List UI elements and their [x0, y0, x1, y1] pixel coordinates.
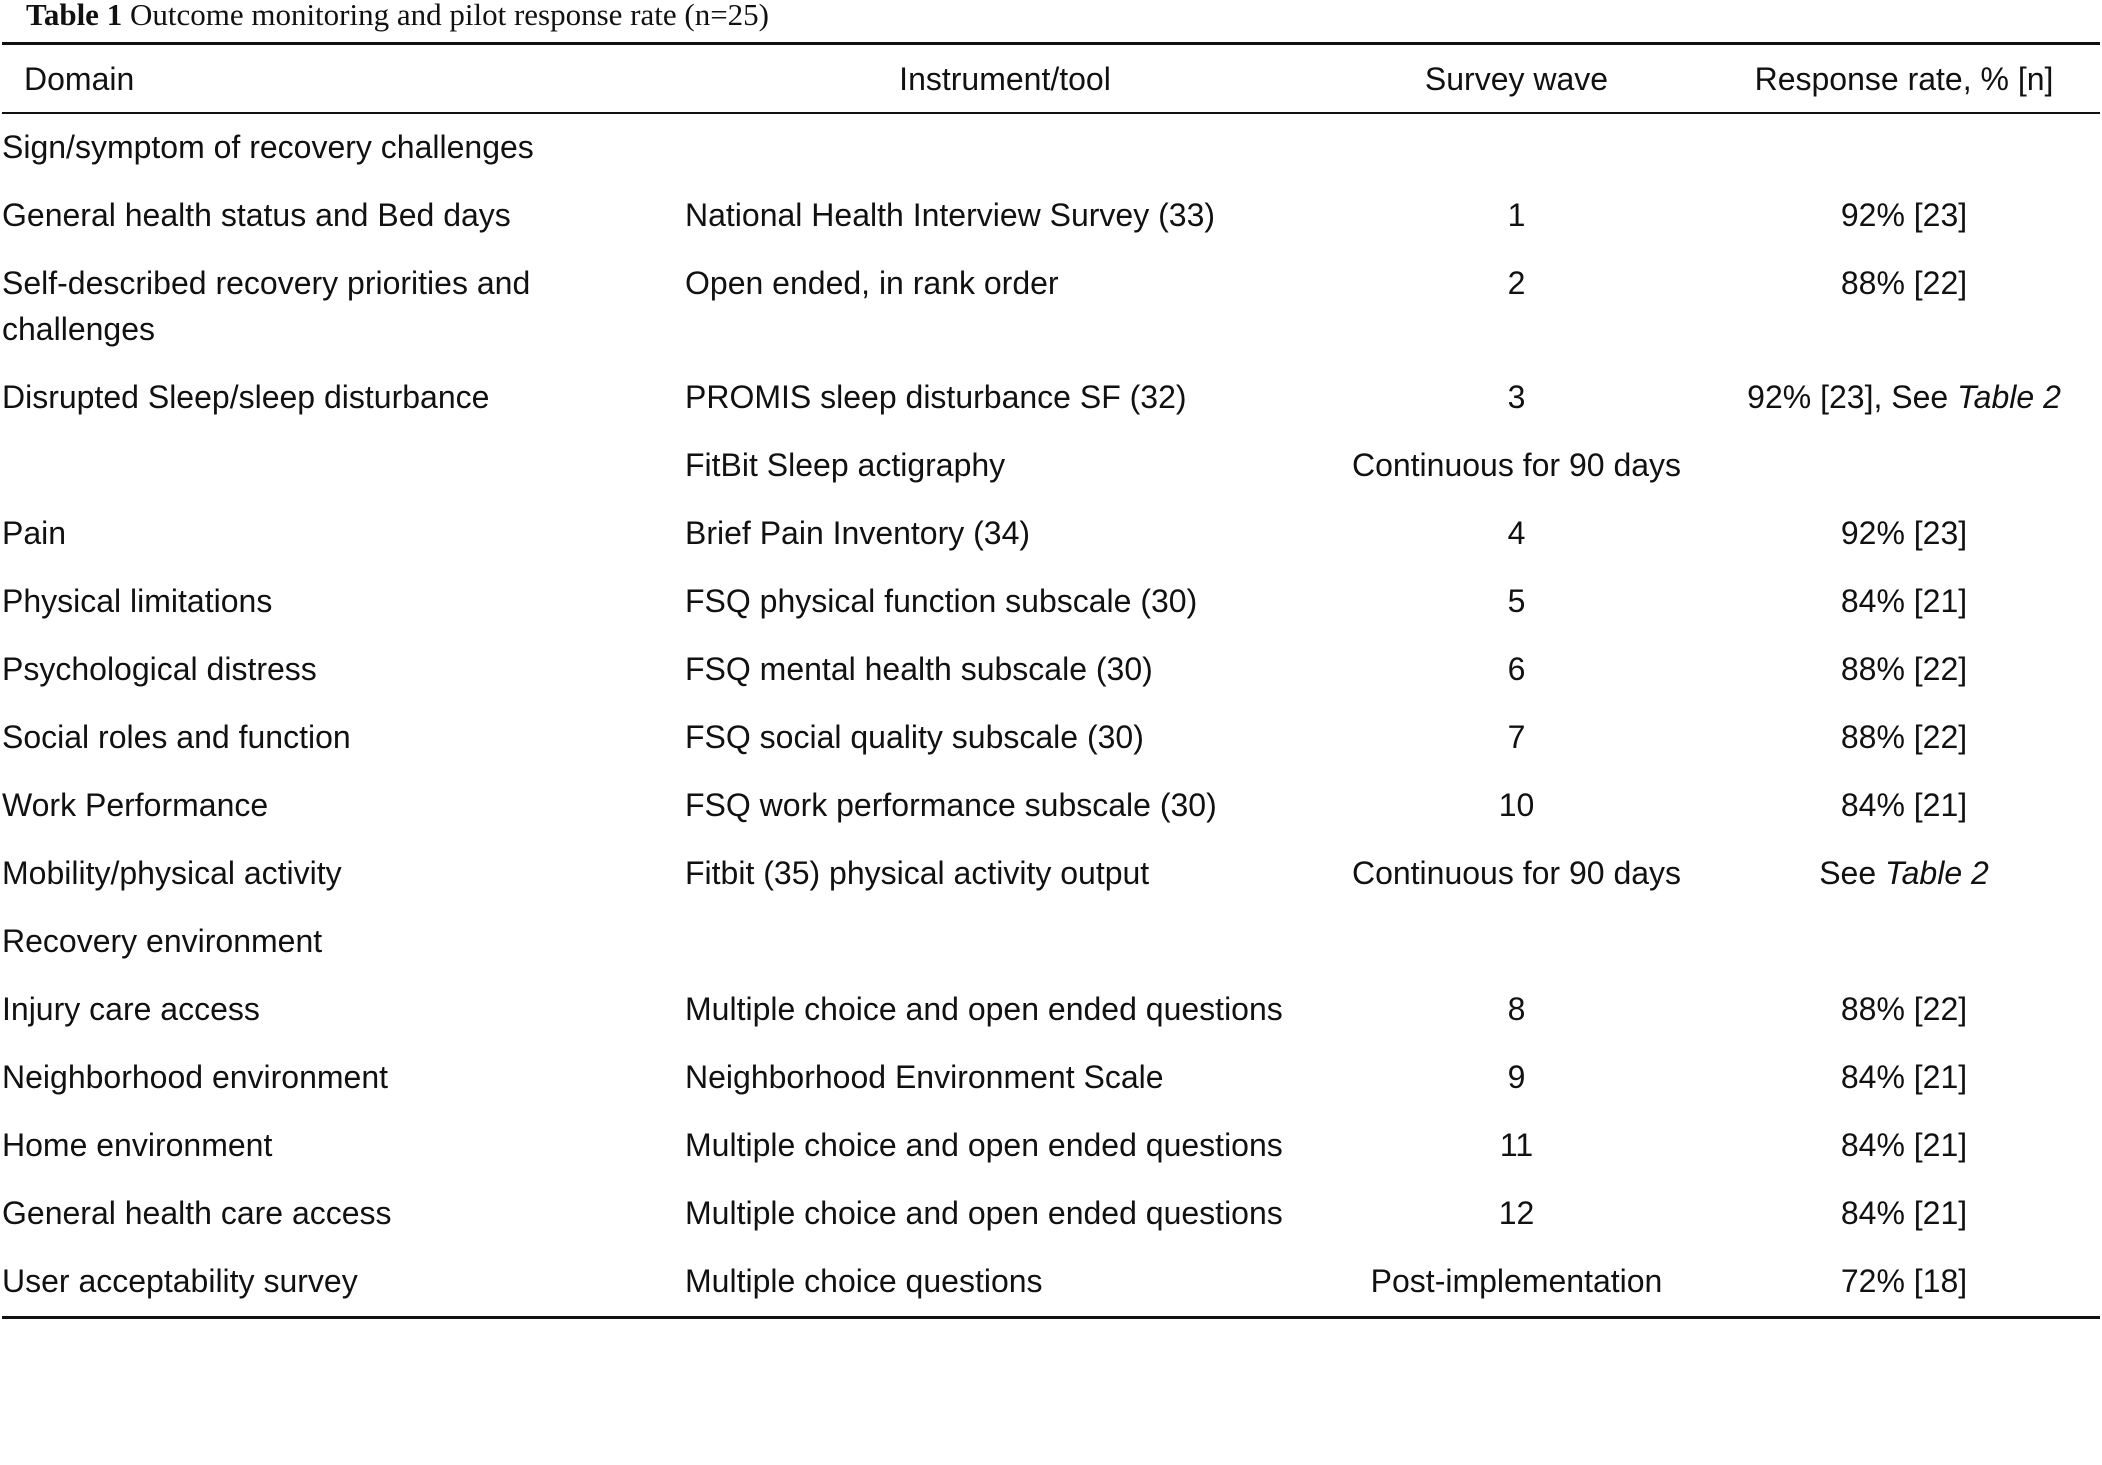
instrument-cell: PROMIS sleep disturbance SF (32) — [685, 379, 1187, 415]
survey-wave-cell: 4 — [1507, 515, 1526, 551]
instrument-cell: FitBit Sleep actigraphy — [685, 447, 1006, 483]
table-caption-text: Outcome monitoring and pilot response rate (n=25) — [129, 0, 770, 32]
table-row — [2, 500, 2100, 568]
response-rate-cell — [1708, 250, 2100, 364]
table-reference: Table 2 — [1957, 379, 2061, 415]
response-rate-cell — [1708, 772, 2100, 840]
response-rate-value: 72% [18] — [1840, 1263, 1968, 1299]
table-row — [2, 1112, 2100, 1180]
response-rate-cell — [1708, 636, 2100, 704]
table-body — [2, 113, 2100, 1318]
instrument-cell: Brief Pain Inventory (34) — [685, 515, 1031, 551]
domain-cell: Injury care access — [2, 991, 260, 1027]
response-rate-cell — [1708, 1044, 2100, 1112]
survey-wave-cell: 3 — [1507, 379, 1526, 415]
domain-cell: Pain — [2, 515, 67, 551]
instrument-cell: Multiple choice and open ended questions — [685, 1127, 1283, 1163]
table-row — [2, 1248, 2100, 1318]
instrument-cell: FSQ work performance subscale (30) — [685, 787, 1217, 823]
response-rate-value: 84% [21] — [1840, 787, 1968, 823]
instrument-cell: Open ended, in rank order — [685, 265, 1059, 301]
survey-wave-cell: 11 — [1499, 1127, 1534, 1163]
response-rate-value: 84% [21] — [1840, 1195, 1968, 1231]
response-rate-cell — [1708, 976, 2100, 1044]
instrument-cell: FSQ physical function subscale (30) — [685, 583, 1198, 619]
table-header — [2, 44, 2100, 114]
domain-cell: Mobility/physical activity — [2, 855, 342, 891]
response-rate-cell — [1708, 568, 2100, 636]
response-rate-value: 88% [22] — [1840, 265, 1968, 301]
domain-cell — [2, 432, 685, 500]
response-rate-cell — [1708, 432, 2100, 500]
response-rate-value: 84% [21] — [1840, 583, 1968, 619]
survey-wave-cell: 6 — [1507, 651, 1526, 687]
domain-cell: Physical limitations — [2, 583, 273, 619]
header-domain: Domain — [2, 44, 685, 114]
domain-cell: Work Performance — [2, 787, 269, 823]
header-instrument: Instrument/tool — [685, 44, 1325, 114]
instrument-cell: National Health Interview Survey (33) — [685, 197, 1216, 233]
table-row — [2, 704, 2100, 772]
section-label: Sign/symptom of recovery challenges — [2, 129, 534, 165]
instrument-cell: Neighborhood Environment Scale — [685, 1059, 1164, 1095]
section-label: Recovery environment — [2, 923, 323, 959]
table-row — [2, 364, 2100, 432]
domain-cell: Psychological distress — [2, 651, 317, 687]
domain-cell: Home environment — [2, 1127, 273, 1163]
table-row — [2, 976, 2100, 1044]
response-rate-cell — [1708, 364, 2100, 432]
domain-cell: User acceptability survey — [2, 1248, 685, 1318]
domain-cell: Social roles and function — [2, 719, 351, 755]
response-rate-value: 92% [23], See — [1747, 379, 1958, 415]
survey-wave-cell: 5 — [1507, 583, 1526, 619]
header-survey-wave: Survey wave — [1325, 44, 1708, 114]
outcome-table — [2, 42, 2100, 1319]
table-row — [2, 840, 2100, 908]
survey-wave-cell: 9 — [1507, 1059, 1526, 1095]
response-rate-value: 92% [23] — [1840, 197, 1968, 233]
response-rate-cell — [1708, 840, 2100, 908]
table-caption — [26, 0, 769, 32]
header-row — [2, 44, 2100, 114]
section-row — [2, 113, 2100, 182]
table-row — [2, 1044, 2100, 1112]
survey-wave-cell: 8 — [1507, 991, 1526, 1027]
survey-wave-cell: 10 — [1498, 787, 1535, 823]
response-rate-cell — [1708, 182, 2100, 250]
domain-cell: General health care access — [2, 1195, 392, 1231]
response-rate-value: See — [1819, 855, 1886, 891]
table-row — [2, 636, 2100, 704]
table-row — [2, 772, 2100, 840]
instrument-cell: Multiple choice and open ended questions — [685, 991, 1283, 1027]
table-row — [2, 1180, 2100, 1248]
table-row — [2, 250, 2100, 364]
instrument-cell: FSQ mental health subscale (30) — [685, 651, 1153, 687]
response-rate-value: 88% [22] — [1840, 991, 1968, 1027]
domain-cell: Disrupted Sleep/sleep disturbance — [2, 379, 490, 415]
table-reference: Table 2 — [1885, 855, 1989, 891]
instrument-cell: FSQ social quality subscale (30) — [685, 719, 1144, 755]
table-row — [2, 432, 2100, 500]
domain-cell: General health status and Bed days — [2, 197, 511, 233]
response-rate-value: 84% [21] — [1840, 1059, 1968, 1095]
table-row — [2, 182, 2100, 250]
response-rate-value: 88% [22] — [1840, 651, 1968, 687]
domain-cell: Self-described recovery priorities and challenges — [2, 265, 531, 347]
survey-wave-cell: Continuous for 90 days — [1351, 855, 1682, 891]
table-caption-label: Table 1 — [26, 0, 123, 32]
survey-wave-cell: Post-implementation — [1325, 1248, 1708, 1318]
response-rate-cell — [1708, 500, 2100, 568]
header-response-rate: Response rate, % [n] — [1708, 44, 2100, 114]
response-rate-cell — [1708, 1180, 2100, 1248]
section-row — [2, 908, 2100, 976]
survey-wave-cell: 2 — [1507, 265, 1526, 301]
table-row — [2, 568, 2100, 636]
instrument-cell: Multiple choice questions — [685, 1248, 1325, 1318]
response-rate-value: 84% [21] — [1840, 1127, 1968, 1163]
survey-wave-cell: 1 — [1507, 197, 1526, 233]
instrument-cell: Fitbit (35) physical activity output — [685, 855, 1150, 891]
survey-wave-cell: 12 — [1498, 1195, 1535, 1231]
response-rate-value: 88% [22] — [1840, 719, 1968, 755]
response-rate-value: 92% [23] — [1840, 515, 1968, 551]
response-rate-cell — [1708, 1112, 2100, 1180]
response-rate-cell — [1708, 1248, 2100, 1318]
instrument-cell: Multiple choice and open ended questions — [685, 1195, 1283, 1231]
domain-cell: Neighborhood environment — [2, 1059, 389, 1095]
survey-wave-cell: Continuous for 90 days — [1351, 447, 1682, 483]
survey-wave-cell: 7 — [1507, 719, 1526, 755]
response-rate-cell — [1708, 704, 2100, 772]
